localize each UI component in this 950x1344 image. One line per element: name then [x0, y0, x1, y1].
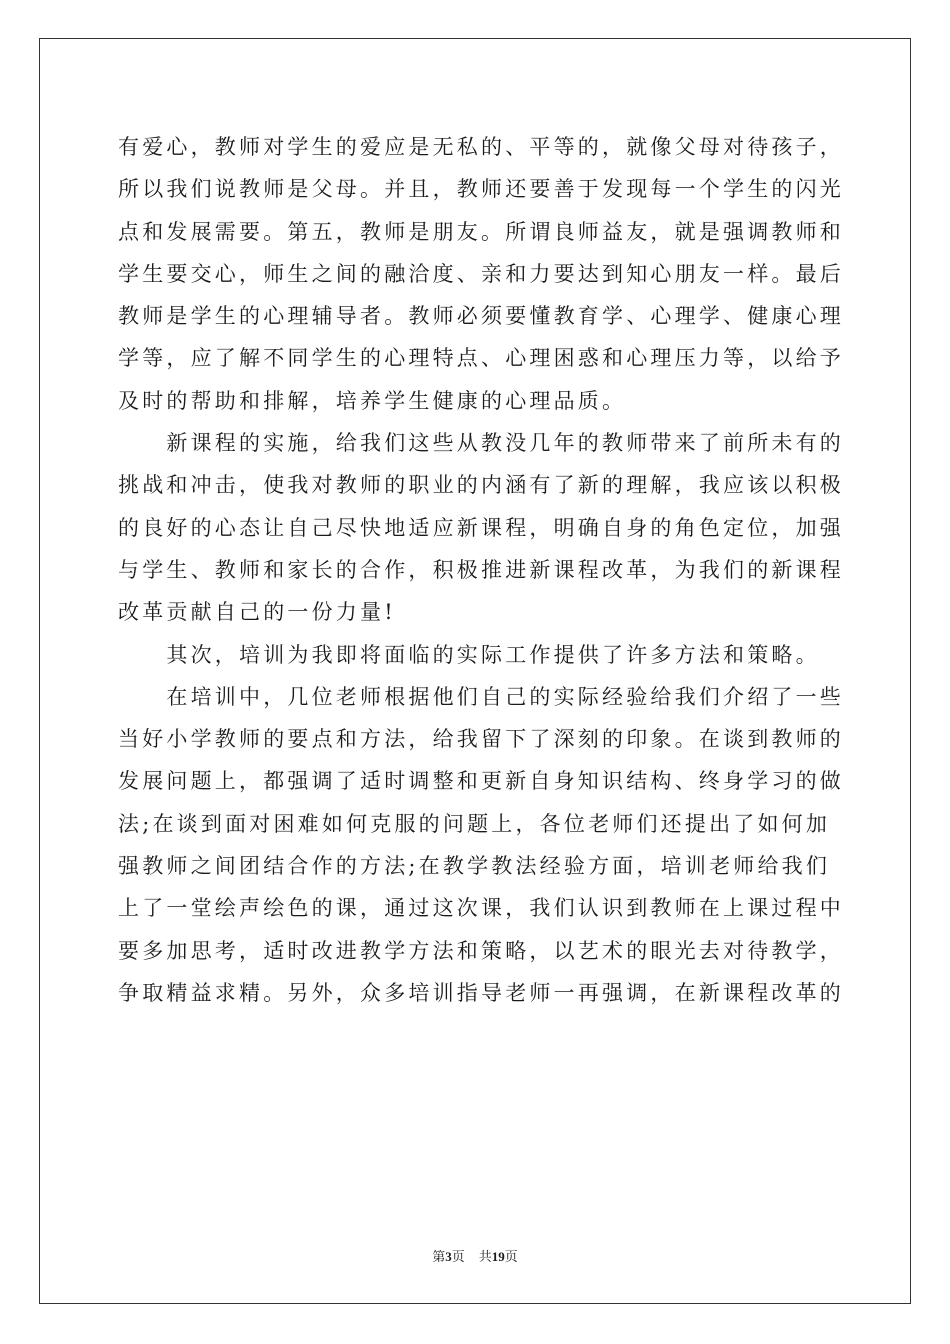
text-line: 学等，应了解不同学生的心理特点、心理困惑和心理压力等，以给予: [118, 346, 844, 371]
text-line: 教师是学生的心理辅导者。教师必须要懂教育学、心理学、健康心理: [118, 304, 844, 329]
text-line: 所以我们说教师是父母。并且，教师还要善于发现每一个学生的闪光: [118, 177, 844, 202]
total-suffix: 页: [504, 1249, 518, 1264]
text-line: 与学生、教师和家长的合作，积极推进新课程改革，为我们的新课程: [118, 557, 844, 582]
text-line: 的良好的心态让自己尽快地适应新课程，明确自身的角色定位，加强: [118, 515, 844, 540]
text-line: 在培训中，几位老师根据他们自己的实际经验给我们介绍了一些: [118, 684, 844, 709]
total-pages: 19: [491, 1249, 505, 1264]
page-suffix: 页: [451, 1249, 465, 1264]
text-line: 法;在谈到面对困难如何克服的问题上，各位老师们还提出了如何加: [118, 811, 831, 836]
text-line: 强教师之间团结合作的方法;在教学教法经验方面，培训老师给我们: [118, 854, 831, 879]
text-line: 学生要交心，师生之间的融洽度、亲和力要达到知心朋友一样。最后: [118, 261, 844, 286]
text-line: 要多加思考，适时改进教学方法和策略，以艺术的眼光去对待教学，: [118, 938, 844, 963]
total-prefix: 共: [478, 1249, 492, 1264]
text-line: 发展问题上，都强调了适时调整和更新自身知识结构、终身学习的做: [118, 769, 844, 794]
text-line: 有爱心，教师对学生的爱应是无私的、平等的，就像父母对待孩子，: [118, 135, 844, 159]
text-line: 点和发展需要。第五，教师是朋友。所谓良师益友，就是强调教师和: [118, 219, 844, 244]
text-line: 改革贡献自己的一份力量!: [118, 600, 396, 625]
text-line: 挑战和冲击，使我对教师的职业的内涵有了新的理解，我应该以积极: [118, 473, 844, 498]
text-line: 其次，培训为我即将面临的实际工作提供了许多方法和策略。: [118, 642, 820, 667]
text-line: 新课程的实施，给我们这些从教没几年的教师带来了前所未有的: [118, 431, 844, 456]
text-line: 当好小学教师的要点和方法，给我留下了深刻的印象。在谈到教师的: [118, 727, 844, 752]
text-line: 争取精益求精。另外，众多培训指导老师一再强调，在新课程改革的: [118, 980, 844, 1005]
text-line: 及时的帮助和排解，培养学生健康的心理品质。: [118, 388, 627, 413]
text-line: 上了一堂绘声绘色的课，通过这次课，我们认识到教师在上课过程中: [118, 896, 844, 921]
document-body: [118, 126, 844, 1014]
page-prefix: 第: [432, 1249, 446, 1264]
page-number: 3: [445, 1249, 452, 1264]
page-footer: [0, 1246, 950, 1265]
